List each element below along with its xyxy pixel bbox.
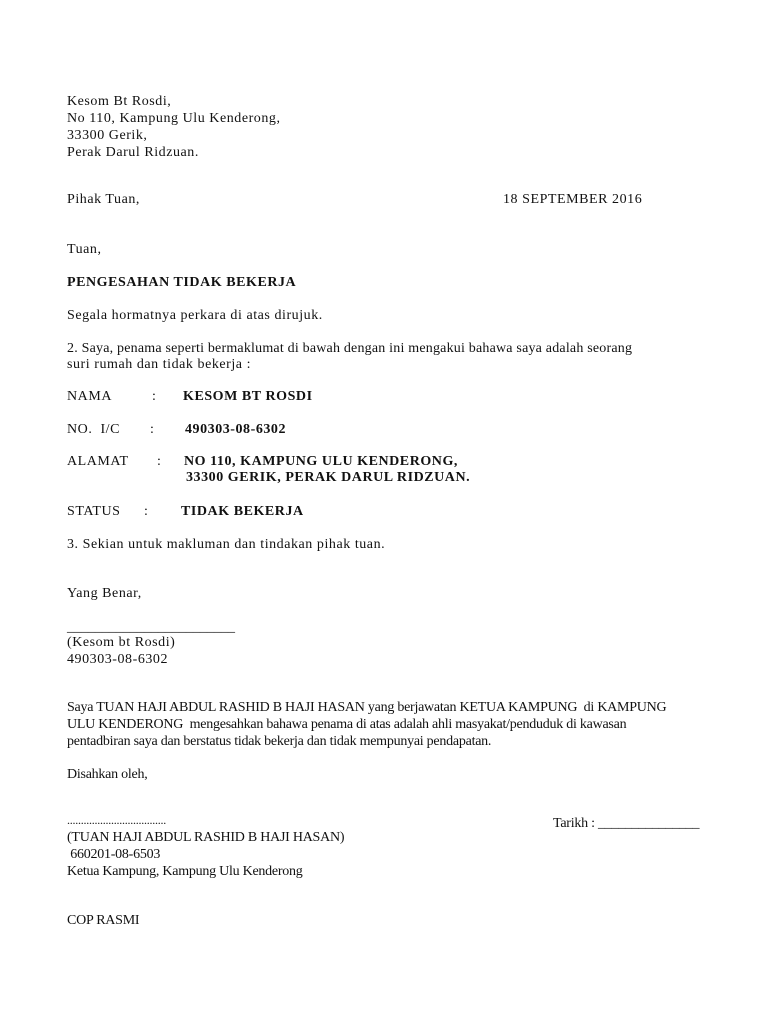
certified-by: Disahkan oleh,: [67, 767, 148, 782]
status-value: TIDAK BEKERJA: [181, 504, 304, 519]
official-title: Ketua Kampung, Kampung Ulu Kenderong: [67, 864, 303, 879]
tarikh-field: Tarikh : _______________: [553, 816, 700, 831]
recipient: Pihak Tuan,: [67, 192, 140, 207]
paragraph-2-line-2: suri rumah dan tidak bekerja :: [67, 357, 252, 372]
name-value: KESOM BT ROSDI: [183, 389, 313, 404]
sender-address-line-1: No 110, Kampung Ulu Kenderong,: [67, 111, 281, 126]
certification-line-3: pentadbiran saya dan berstatus tidak bekerja dan tidak mempunyai pendapatan.: [67, 734, 492, 749]
name-colon: :: [152, 389, 156, 404]
signature-line: ________________________: [67, 620, 235, 635]
letter-date: 18 SEPTEMBER 2016: [503, 192, 643, 207]
ic-colon: :: [150, 422, 154, 437]
paragraph-2-line-1: 2. Saya, penama seperti bermaklumat di bawah dengan ini mengakui bahawa saya adalah seorang: [67, 341, 633, 356]
certification-line-2: ULU KENDERONG mengesahkan bahawa penama di atas adalah ahli masyakat/penduduk di kawasan: [67, 717, 627, 732]
paragraph-3: 3. Sekian untuk makluman dan tindakan pihak tuan.: [67, 537, 386, 552]
address-value-line-1: NO 110, KAMPUNG ULU KENDERONG,: [184, 454, 458, 469]
official-dotted-signature-line: ....................................: [67, 813, 166, 827]
certification-line-1: Saya TUAN HAJI ABDUL RASHID B HAJI HASAN yang berjawatan KETUA KAMPUNG di KAMPUNG: [67, 700, 667, 715]
official-name: (TUAN HAJI ABDUL RASHID B HAJI HASAN): [67, 830, 345, 845]
salutation: Tuan,: [67, 242, 102, 257]
status-label: STATUS: [67, 504, 121, 519]
signer-name: (Kesom bt Rosdi): [67, 635, 176, 650]
address-colon: :: [157, 454, 161, 469]
official-stamp-label: COP RASMI: [67, 913, 140, 928]
address-value-line-2: 33300 GERIK, PERAK DARUL RIDZUAN.: [186, 470, 471, 485]
closing: Yang Benar,: [67, 586, 142, 601]
sender-name: Kesom Bt Rosdi,: [67, 94, 172, 109]
address-label: ALAMAT: [67, 454, 129, 469]
reference-paragraph: Segala hormatnya perkara di atas dirujuk.: [67, 308, 323, 323]
ic-label: NO. I/C: [67, 422, 121, 437]
status-colon: :: [144, 504, 148, 519]
name-label: NAMA: [67, 389, 112, 404]
signer-ic: 490303-08-6302: [67, 652, 169, 667]
subject-heading: PENGESAHAN TIDAK BEKERJA: [67, 275, 297, 290]
official-ic: 660201-08-6503: [67, 847, 161, 862]
sender-address-line-3: Perak Darul Ridzuan.: [67, 145, 199, 160]
ic-value: 490303-08-6302: [185, 422, 287, 437]
sender-address-line-2: 33300 Gerik,: [67, 128, 148, 143]
